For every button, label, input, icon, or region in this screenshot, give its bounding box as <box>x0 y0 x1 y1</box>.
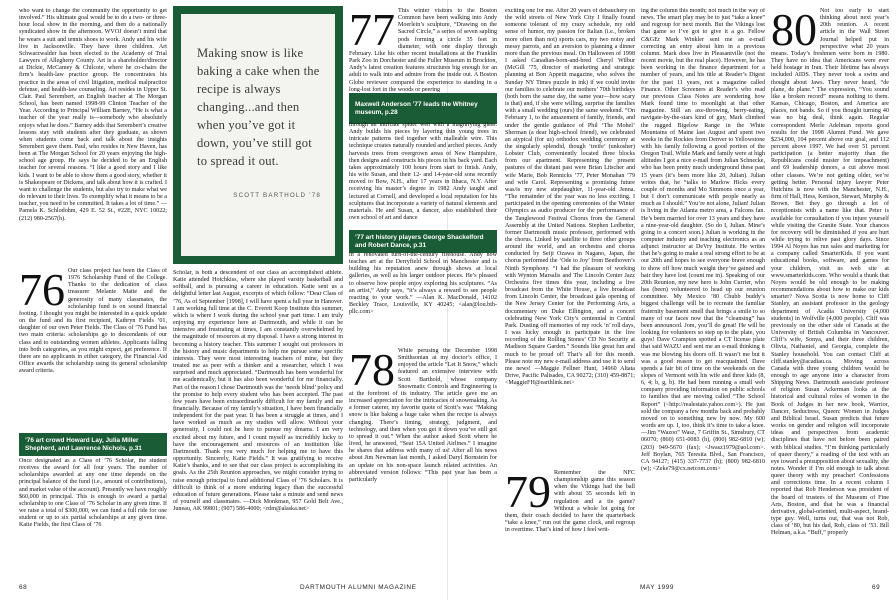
column-3-continued <box>349 122 497 228</box>
class-numeral-78: 78 <box>349 348 395 395</box>
column-1c-text: Once designated as a Class of ’76 Scholar, the student receives the award for all four years. The number of scholarships awarded at any one time depends on the principal balance of the fund (i.e., amount of contributions), and market value of the account). Presently we have roughly $60,000 in principal. This is enough to award a partial scholarship to one Class of ’76 Scholar in any given time. If we raise a total of $300,000, we can fund a full ride for one student or up to six partial scholarships at any given time. Katie Fields, the first Class of ’76 <box>19 458 167 529</box>
column-5-text: ing the column this month; not much in the way of news. The smart play may be to just “take a knee” and regroup for next month. But the Vikings lost that game so I’ve got to give it a go. Fellow C&GEr Mark Winkler sent me an e-mail correcting an entry about him in a previous column. Mark does live in Pleasantville (not the recent movie, but the real place). However, he has been working in the finance department for a number of years, and his title at Reader’s Digest for the past 11 years, not a magazine called Finance. Other Screeners at Reader’s who read our previous Class Notes are wondering how Mark found time to moonlight at that other magazine. Still an axe-throwing, berry-eating, navigate-by-the-stars kind of guy, Mark climbed the rugged Bigelow Range in the White Mountains of Maine last August and spent two weeks in the Rockies from Denver to Yellowstone with his family following a good portion of the Oregon Trail. While Mark and family were at high altitudes I got a nice e-mail from Julian Schnecke, who has been pretty much underground these past 15 years (it’s been more like 20, Julian). Julian writes that, he “talks to Marlow Hicks every couple of months and Mo Simmons once a year, but I don’t communicate with people nearly as much as I should.” You’re not alone, Julian! Julian is living in the Atlanta metro area, a Falcons fan. He’s been married for over 13 years and they have a nine-year-old daughter. (So do I, Julian. Mine’s going to a concert soon.) Julian is working in the computer industry and teaching electronics as an adjunct instructor at DeVry Institute. He writes that he’s going to make a real strong effort to be at our 20th and hopes to see everyone brave enough to show off how much weight they’ve gained and hair they have lost (count me in). Speaking of our 20th Reunion, my new hero is John Currier, who has (been) volunteered to head up our reunion committee. My Mexico ’80 Chubb buddy’s biggest challenge will be to recreate the familiar fraternity basement smell that brings a smile to so many of our faces now that the “cleansing” has been announced. Jom, you’ll do great! He will be looking for volunteers so step up to the plate, you guys! Dave Crampton spotted a CT license plate that said WAZU and sent me an e-mail thinking it was me blowing his doors off. It wasn’t me but it was a good reason to get reacquainted. Dave spends a fair bit of time on the weekends on the slopes of Vermont with his wife and three kids (8, 6, 4; b, g, b). He had been running a small web company providing information on public schools to families that are moving called “The School Report” (<http://realestate.yahoo.com>). He just sold the company a few months back and probably moved on to something new by now. My 600 words are up. I, too, think it’s time to take a knee. —Jim “Wazoo” Wasz, 7 Griffin St., Simsbury, CT 06070; (860) 651-0083 (h), (800) 982-6810 (w); (203) 949-5670 (fax); <Jwasz1979@aol.com>. Jeff Boylan, 765 Teresita Blvd., San Francisco, CA 94127; (415) 337-7737 (h); (800) 982-6810 (w); <Zeke79@cx.netcom.com> <box>641 8 765 472</box>
class-80-text: Not too early to start thinking about next year’s 20th reunion. A recent article in the Wall Street Journal helped put in perspective what 20 years means. Today’s freshmen were born in 1980. They have no idea that Americans were ever held hostage in Iran. Their lifetime has always included AIDS. They never took a swim and thought about Jaws. They never heard, “de plane, de plane.” The expression, “You sound like a broken record” means nothing to them. Kansas, Chicago, Boston, and America are places, not bands. So if you thought turning 40 was no big deal, think again. Regular correspondent Merle Adelman reports good results for the 1998 Alumni Fund. We gave $234,000, 104 percent above our goal, and 112 percent above 1997. We had over 51 percent participation (a better majority than the Republicans could muster for impeachment) and 69 leadership donors, a cut above most other classes. We’re not getting older, we’re getting better. Personal injury lawyer Peter Hutchins is now with the Manchester, N.H., firm of Hall, Hess, Kenison, Stewart, Murphy & Brown. Bet they go through a lot of receptionists with a name like that. Peter is available for consultation if you injure yourself while visiting the Granite State. Your chances for recovery will be diminished if you are hurt while trying to relive past glory days. Since 1994 Al Noyes has run sales and marketing for a company called SmarterKids. If you want educational books, software, and games for your children, visit us web site at www.smarterkids.com. Who would a thunk that Noyes would be old enough to be making recommendations about how to make our kids smarter? Nova Scotia is now home to Cliff Stanley, an assistant professor in the geology department of Acadia University (4,000 students) in Wolfville (4,000 people). Cliff was previously on the other side of Canada at the University of British Columbia in Vancouver. Cliff’s wife, Sonya, and their three children, Olivia, Nathaniel, and Georgia, complete the Stanley household. You can contact Cliff at cliff.stanley@acadiau.ca. Moving across Canada with three young children would be enough to age anyone into a character from Shipping News. Dartmouth associate professor of religion Susan Ackerman looks at the historical and cultural roles of women in the Book of Judges in her new book, Warrior, Dancer, Seductress, Queen: Women in Judges and Biblical Israel. Susan predicts that future works on gender and religion will incorporate ideas and perspectives from academic disciplines that have not before been paired with biblical studies. “I’m thinking particularly of queer theory,” a reading of the text with an eye toward a presupposition about sexuality, she notes. Wonder if I’m old enough to talk about queer theory with my preacher! Confessions and corrections time. In a recent column I reported that Rob Henderson was president of the board of trustees of the Museum of Fine Arts, Boston, and that he was a financial derivative, global-oriented, multi-aspect, brand-type guy. Well, turns out, that was not Rob, class of ’80, but his dad, Rob, class of ’53. Bill Helman, a.k.a. “Buff,” properly <box>771 8 889 537</box>
magazine-title-footer: DARTMOUTH ALUMNI MAGAZINE <box>300 584 417 591</box>
pull-quote-box <box>173 6 343 264</box>
column-1-text: who want to change the community the opportunity to get involved.” His ultimate goal would be to do a two- or three-hour local show in the morning, and then do a nationally syndicated show in the afternoon. WVOJ doesn’t mind that he wears a suit and tennis shoes to work. Andy and his wife live in Jacksonville. They have three children. Art Schwarzwalder has been elected to the Academy of Trial Lawyers of Allegheny County. Art is a shareholder/director at Dickie, McCamey & Chilcote, where he co-chairs the firm’s health-law practice group. He concentrates his practice in the areas of civil litigation, medical malpractice defense, and health-law counseling. Art resides in Upper St. Clair. Paul Serembert, an English teacher at The Morgan School, has been named 1998-99 Clinton Teacher of the Year. According to Principal William Barney, “He is what a teacher of the year really is—somebody who absolutely enjoys what he does.” Barney adds that Serembert’s creative lessons stay with students after they graduate, as shown when students come back and talk about the insights Serembert gave them. Paul, who resides in New Haven, has been at The Morgan School for 20 years enjoying the high-school age group. He says he decided to be an English teacher for several reasons. “I like a good story and I like kids. I want to be able to show them a good story, whether it is Shakespeare or Dickens, and talk about how it is crafted. I want to challenge the students, but also try to make what we do relevant to their lives. To exemplify what it means to be a teacher, you need to be committed. It takes a lot of time.” —Pamela K. Schlodohm, 429 E. 52 St., #22E, NYC 10022; (212) 980-2567(h). <box>19 8 167 222</box>
column-4 <box>505 8 635 468</box>
pull-quote-text: Making snow is like baking a cake when the recipe is always changing...and then when you’ve got it down, you’ve still got to spread it out. <box>197 46 320 168</box>
pull-caption-77a-text: Maxwell Anderson ’77 leads the Whitney museum, p.28 <box>355 101 478 116</box>
pull-quote-panel <box>181 14 335 256</box>
pull-caption-76-text: ’76 art crowd Howard Lay, Julia Miller Shepherd, and Lawrence Nichols, p.31 <box>25 437 142 452</box>
class-78-text: While perusing the December 1998 Smithsonian at my doctor’s office, I enjoyed the article “Let It Snow,” which featured an extensive interview with Scott Barthold, whose company Snowmatic Controls and Engineering is at the forefront of its industry. The article gave me an increased appreciation for the intricacies of snowmaking. As a former caterer, my favorite quote of Scott’s was: “Making snow is like baking a huge cake when the recipe is always changing. There’s timing, strategy, judgment, and technology, and then when you get it down you’ve still got to spread it out.” When the author asked Scott where he lived, he answered, “Seat 15A United Airlines.” I imagine he shares that address with many of us! After all his news about Jim Newman last month, I asked Daryl Bornstein for an update on his non-space launch related activities. An abbreviated version follows: “This past year has been a particularly <box>349 348 497 483</box>
pull-caption-77a <box>349 93 497 124</box>
page-number-right: 69 <box>872 584 881 591</box>
class-78-block <box>349 348 497 578</box>
class-79-text: Remember the NFC championship game this season when the Vikings had the ball with about 35 seconds left in regulation and a tie game? Without a whole lot going for them, their coach decided to have the quarterback “take a knee,” run out the game clock, and regroup in overtime. That’s kind of how I feel writ- <box>505 470 635 534</box>
column-5 <box>641 8 765 578</box>
column-2-text: Scholar, is both a descendent of our class an accomplished athlete. Katie attended Hotchkiss, where she played varsity basketball and softball, and is pursuing a career in education. Katie sent us a delightful letter last August, excerpts of which follow: “Dear Class of ’76, As of September [1998], I will have spent a full year in Hanover. I am working full time at the C. Everett Koop Institute this summer, which is where I work during the school year part time. I am truly enjoying my experience here at Dartmouth, and while it can be intensive and frustrating at times, I am constantly overwhelmed by the magnitude of resources at my disposal. I have a strong interest in becoming a history teacher. This summer I sought out professors in the history and music departments to help me pursue some specific interests. They were most interesting teachers of mine, but they treated me as peer with a thinker and a researcher, which I was surprised and much appreciated. “Dartmouth has been wonderful for me academically, but it has also been wonderful for me financially. Part of the reason I chose Dartmouth was the ‘needs blind’ policy and the promise to help every student who has been accepted. The past few years have been extraordinarily difficult for my family and me financially. Because of my family’s situation, I have been financially independent for the past year. It has been a struggle at times, and I have worked as much as my studies will allow. Without your generosity, I could not be here to pursue my dreams. I am very excited about my future, and I count myself as incredibly lucky to have the encouragement and resources of an institution like Dartmouth. Thank you very much for helping me to have this opportunity. Sincerely, Katie Fields.” It was gratifying to receive Katie’s thanks, and to see that our class project is accomplishing its goals. As the 25th Reunion approaches, we might consider trying to raise enough principal to fund additional Class of ’76 Scholars. It is difficult to think of a more enduring legacy than the successful education of future generations. Please take a minute and send news of yourself and classmates. —Dick Monkman, 957 Gold Belt Ave., Juneau, AK 99801; (907) 586-4000; <rdm@alaska.net> <box>173 270 343 513</box>
column-3-end <box>349 252 497 344</box>
pull-caption-76 <box>19 433 167 456</box>
class-numeral-80: 80 <box>771 8 817 55</box>
pull-quote-attribution: SCOTT BARTHOLD ’78 <box>233 192 321 199</box>
class-numeral-76: 76 <box>19 268 65 315</box>
class-numeral-79: 79 <box>505 470 551 517</box>
class-79-block <box>505 470 635 578</box>
column-1-continued <box>19 458 167 578</box>
column-3b-text: through an intricate spider web with a magnifying glass. Andy builds his pieces by layering thin young trees in intricate patterns tied together with malleable wire. This technique creates naturally rounded and arched pieces. Andy harvests trees from overgrown areas of New Hampshire, then designs and constructs his pieces in his back yard. Each takes approximately 100 hours from start to finish. Andy, his wife Susan, and their 12- and 14-year-old sons recently moved to Bow, N.H., after 17 years in Ithaca, N.Y. After receiving his master’s degree in 1982 Andy taught and lectured at Cornell, and developed a local reputation for his sculptures that incorporate a variety of natural elements and materials. He and Susan, a dancer, also established their own school of art and dance <box>349 122 497 222</box>
class-77-block <box>349 8 497 92</box>
page-number-left: 68 <box>19 584 28 591</box>
column-3c-text: in a renovated turn-of-the-century firehouse. Andy now teaches art at the Derryfield School in Manchester and is building his reputation anew through shows at local galleries, as well as his larger outdoor pieces. He’s pleased to observe how people enjoy exploring his sculptures. “As an artist,” Andy says, “it’s always a reward to see people reacting to your work.” —Alan K. MacDonald, 14102 Beckley Trace, Louisville, KY 40245; <alan@lou.bth-pllc.com> <box>349 252 497 316</box>
class-80-block <box>771 8 889 578</box>
class-76-intro: Our class project has been the Class of 1976 Scholarship Fund of the College. Thanks to the dedication of class treasurer Melanie Matte and the generosity of many classmates, the scholarship fund is on sound financial footing. I thought you might be interested in a quick update on the fund and its first recipient, Kathryn Fields ’01, daughter of our own Peter Fields. The Class of ’76 Fund has two main criteria: scholarships go to descendants of our class and to outstanding women athletes. Applicants falling into both categories, as you might expect, get preference. If there are no applicants in either category, the Financial Aid Office awards the scholarship using its general scholarship award criteria. <box>19 268 167 375</box>
column-2 <box>173 270 343 578</box>
class-77-text: This winter visitors to the Boston Common have been walking into Andy Moerlein’s sculpture, “Drawing on the Sacred Circle,” a series of seven sapling pods forming a circle 35 feet in diameter, with one display through February. Like his other recent installations at the Franklin Park Zoo in Dorchester and the Fuller Museum in Brockton, Andy’s latest creation features structures big enough for an adult to walk into and admire from the inside out. A Boston Globe reviewer compared the experience to standing in a long-lost fort in the woods or peering <box>349 8 497 92</box>
class-numeral-77: 77 <box>349 8 395 55</box>
pull-caption-77b-text: ’77 art history players George Shackelford and Robert Dance, p.31 <box>355 234 484 249</box>
column-4-text: exciting one for me. After 20 years of debauchery on the wild streets of New York City I finally found someone tolerant of my crazy schedule, my odd sense of humor, my passion for Italian (i.e., broken more often than not) sports cars, my two noisy and messy parrots, and an aversion to planning a dinner more than the previous meal. On Halloween of 1998 I asked Canadian-born-and-bred Cheryl Wilbur (McGill ’75, director of marketing and strategic planning at Bon Appetit magazine, who solves the Sunday NY Times puzzle in ink) if we could invite our families to celebrate our mothers’ 70th birthdays (both born the same day, the same year—how scary is that) and, if she were willing, surprise the families with a small wedding (ours) the same weekend. “On February 1, to the amazement of family, friends, and under the gentle guidance of Phil ‘The Mohel’ Sherman (a dear high-school friend), we celebrated an atypical (for us) orthodox wedding ceremony at the singularly splendid, though ‘treife’ (unkosher) Lobster Club, conveniently located three blocks from our apartment. Representing the present pastures of the distant past were Brian Litscher and wife Marie, Bob Rennicks ’77, Peter Monahan ’79 and wife Carol. Representing a promising future was/is my new stepdaughter, 11-year-old Jenna. “The remainder of the year was no less exciting. I participated in the opening ceremonies of the Winter Olympics as audio producer for the performance of the Tanglewood Festival Chorus from the General Assembly at the United Nations. Stephen Ledbetter, former Dartmouth music professor, performed with the chorus. Linked by satellite to three other groups around the world, and an orchestra and chorus conducted by Seiji Ozawa in Nagano, Japan, the chorus performed the ‘Ode to Joy’ from Beethoven’s Ninth Symphony. “I had the pleasure of working with Wynton Marsalis and The Lincoln Center Jazz Orchestra five times this year, including a live broadcast from the White House, a live broadcast from Lincoln Center, the broadcast gala opening of the New Jersey Center for the Performing Arts, a documentary on Duke Ellington, and a concert celebrating New York City’s centennial in Central Park. Dusting off memories of my rock ’n’ roll days, I was lucky enough to participate in the live recording of the Rolling Stones’ CD No Security at Madison Square Garden.” Sounds like great fun and much to be proud of! That’s all for this month. Please note my new e-mail address and use it to send me news! —Maggie Fellner Hunt, 14960 Altata Drive, Pacific Palisades, CA 90272; (310) 459-8871; <MaggieFH@earthlink.net> <box>505 8 635 387</box>
pull-caption-77b <box>349 230 497 253</box>
column-1 <box>19 8 167 266</box>
issue-date-footer: MAY 1999 <box>640 584 675 591</box>
class-76-block <box>19 268 167 430</box>
